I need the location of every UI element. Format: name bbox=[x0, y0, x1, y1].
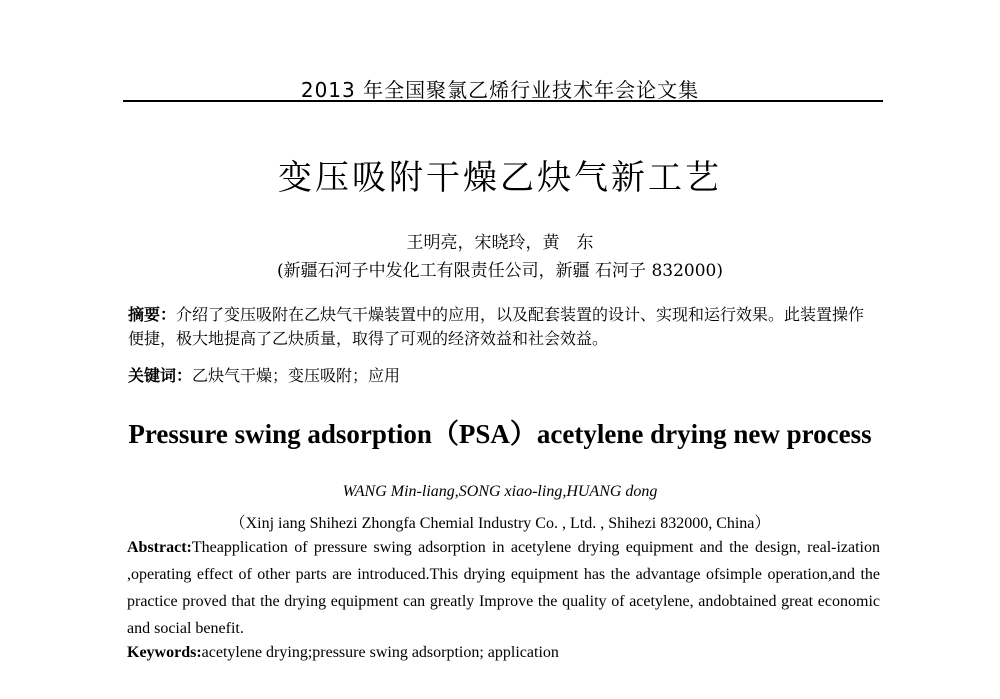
chinese-title: 变压吸附干燥乙炔气新工艺 bbox=[278, 158, 722, 198]
english-keywords-text: acetylene drying;pressure swing adsorption; application bbox=[201, 644, 559, 661]
chinese-keywords bbox=[128, 363, 400, 386]
chinese-authors: 王明亮，宋晓玲，黄 东 bbox=[406, 233, 594, 253]
chinese-abstract-label: 摘要： bbox=[128, 305, 177, 324]
english-keywords-label: Keywords: bbox=[127, 644, 202, 661]
header-divider bbox=[123, 100, 883, 102]
chinese-keywords-text: 乙炔气干燥；变压吸附；应用 bbox=[192, 366, 401, 385]
english-abstract bbox=[127, 534, 880, 642]
english-title: Pressure swing adsorption（PSA）acetylene drying new process bbox=[128, 419, 872, 449]
english-abstract-label: Abstract: bbox=[127, 539, 192, 556]
proceedings-header: 2013 年全国聚氯乙烯行业技术年会论文集 bbox=[300, 78, 700, 102]
english-affiliation: （Xinj iang Shihezi Zhongfa Chemial Industry Co. , Ltd. , Shihezi 832000, China） bbox=[229, 515, 771, 532]
chinese-affiliation: (新疆石河子中发化工有限责任公司，新疆 石河子 832000) bbox=[277, 261, 723, 281]
chinese-abstract bbox=[128, 303, 880, 351]
english-keywords bbox=[127, 644, 559, 662]
chinese-keywords-label: 关键词： bbox=[128, 366, 193, 385]
english-authors: WANG Min-liang,SONG xiao-ling,HUANG dong bbox=[342, 483, 658, 500]
chinese-abstract-text: 介绍了变压吸附在乙炔气干燥装置中的应用，以及配套装置的设计、实现和运行效果。此装置操作便捷，极大地提高了乙炔质量，取得了可观的经济效益和社会效益。 bbox=[128, 305, 865, 348]
english-abstract-text: Theapplication of pressure swing adsorption in acetylene drying equipment and the design, real-ization ,operating effect of other parts are introduced.This drying equipment has the advantage ofsimple operation,and the practice proved that the drying equipment can greatly Improve the quality of acetylene, andobtained great economic and social benefit. bbox=[127, 539, 880, 637]
